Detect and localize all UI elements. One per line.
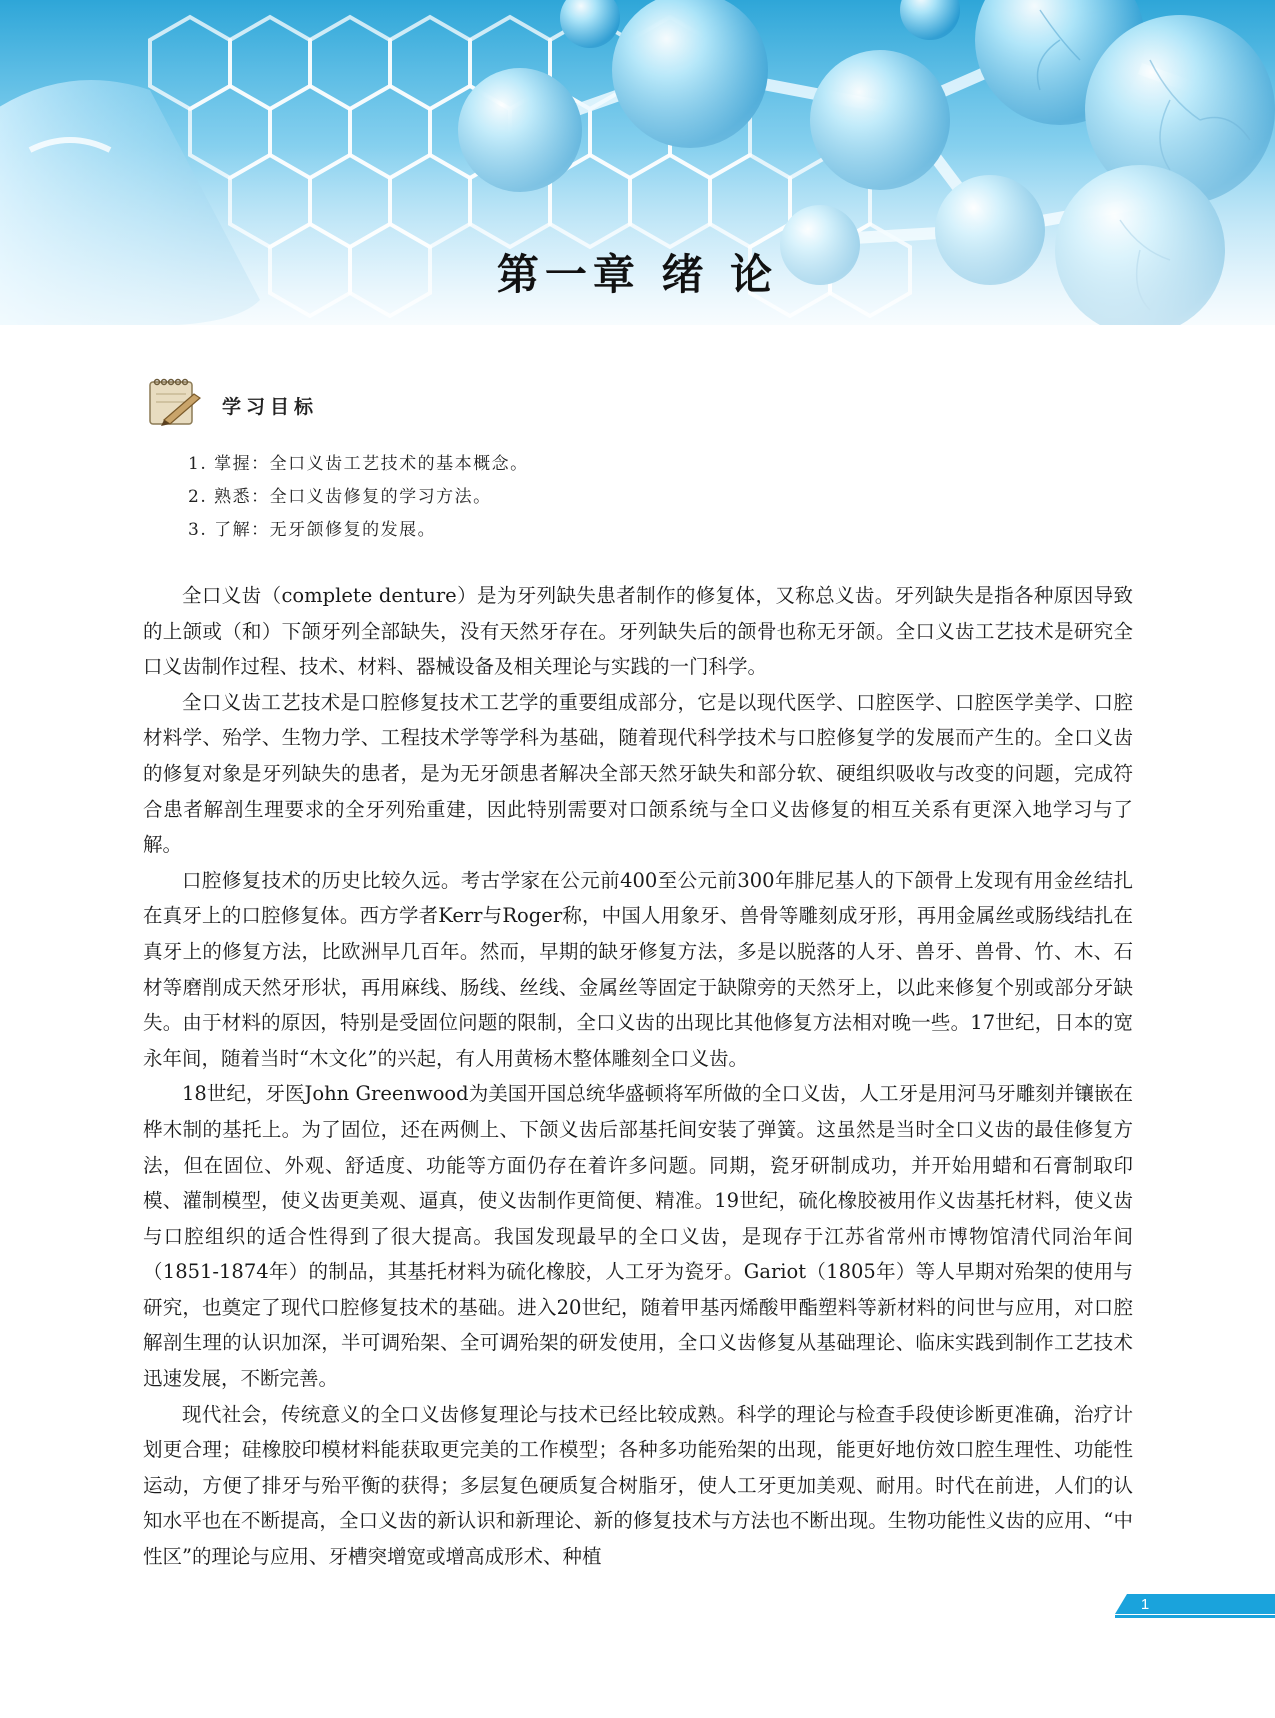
objective-item: 2. 熟悉：全口义齿修复的学习方法。 [188, 487, 492, 507]
chapter-banner [0, 0, 1275, 325]
body-paragraph: 全口义齿（complete denture）是为牙列缺失患者制作的修复体，又称总义齿。牙列缺失是指各种原因导致的上颌或（和）下颌牙列全部缺失，没有天然牙存在。牙列缺失后的颌骨也称无牙颌。全口义齿工艺技术是研究全口义齿制作过程、技术、材料、器械设备及相关理论与实践的一门科学。 [143, 584, 1133, 679]
chapter-title: 第一章 绪 论 [496, 250, 779, 299]
objective-item: 1. 掌握：全口义齿工艺技术的基本概念。 [188, 454, 529, 474]
objective-item: 3. 了解：无牙颌修复的发展。 [188, 520, 437, 540]
body-paragraph: 口腔修复技术的历史比较久远。考古学家在公元前400至公元前300年腓尼基人的下颌骨上发现有用金丝结扎在真牙上的口腔修复体。西方学者Kerr与Roger称，中国人用象牙、兽骨等雕刻成牙形，再用金属丝或肠线结扎在真牙上的修复方法，比欧洲早几百年。然而，早期的缺牙修复方法，多是以脱落的人牙、兽牙、兽骨、竹、木、石材等磨削成天然牙形状，再用麻线、肠线、丝线、金属丝等固定于缺隙旁的天然牙上，以此来修复个别或部分牙缺失。由于材料的原因，特别是受固位问题的限制，全口义齿的出现比其他修复方法相对晚一些。17世纪，日本的宽永年间，随着当时“木文化”的兴起，有人用黄杨木整体雕刻全口义齿。 [143, 868, 1133, 1070]
objectives-heading: 学习目标 [222, 396, 319, 418]
notebook-pen-icon [148, 376, 202, 428]
body-paragraph: 18世纪，牙医John Greenwood为美国开国总统华盛顿将军所做的全口义齿，人工牙是用河马牙雕刻并镶嵌在桦木制的基托上。为了固位，还在两侧上、下颌义齿后部基托间安装了弹簧。这虽然是当时全口义齿的最佳修复方法，但在固位、外观、舒适度、功能等方面仍存在着许多问题。同期，瓷牙研制成功，并开始用蜡和石膏制取印模、灌制模型，使义齿更美观、逼真，使义齿制作更简便、精准。19世纪，硫化橡胶被用作义齿基托材料，使义齿与口腔组织的适合性得到了很大提高。我国发现最早的全口义齿，是现存于江苏省常州市博物馆清代同治年间（1851-1874年）的制品，其基托材料为硫化橡胶，人工牙为瓷牙。Gariot（1805年）等人早期对殆架的使用与研究，也奠定了现代口腔修复技术的基础。进入20世纪，随着甲基丙烯酸甲酯塑料等新材料的问世与应用，对口腔解剖生理的认识加深，半可调殆架、全可调殆架的研发使用，全口义齿修复从基础理论、临床实践到制作工艺技术迅速发展，不断完善。 [143, 1082, 1133, 1391]
body-paragraph: 现代社会，传统意义的全口义齿修复理论与技术已经比较成熟。科学的理论与检查手段使诊断更准确，治疗计划更合理；硅橡胶印模材料能获取更完美的工作模型；各种多功能殆架的出现，能更好地仿效口腔生理性、功能性运动，方便了排牙与殆平衡的获得；多层复色硬质复合树脂牙，使人工牙更加美观、耐用。时代在前进，人们的认知水平也在不断提高，全口义齿的新认识和新理论、新的修复技术与方法也不断出现。生物功能性义齿的应用、“中性区”的理论与应用、牙槽突增宽或增高成形术、种植 [143, 1402, 1133, 1569]
body-paragraph: 全口义齿工艺技术是口腔修复技术工艺学的重要组成部分，它是以现代医学、口腔医学、口腔医学美学、口腔材料学、殆学、生物力学、工程技术学等学科为基础，随着现代科学技术与口腔修复学的发展而产生的。全口义齿的修复对象是牙列缺失的患者，是为无牙颌患者解决全部天然牙缺失和部分软、硬组织吸收与改变的问题，完成符合患者解剖生理要求的全牙列殆重建，因此特别需要对口颌系统与全口义齿修复的相互关系有更深入地学习与了解。 [143, 690, 1133, 857]
page-number: 1 [1140, 1596, 1150, 1613]
objectives-list [188, 448, 529, 547]
chapter-body [143, 578, 1133, 1575]
